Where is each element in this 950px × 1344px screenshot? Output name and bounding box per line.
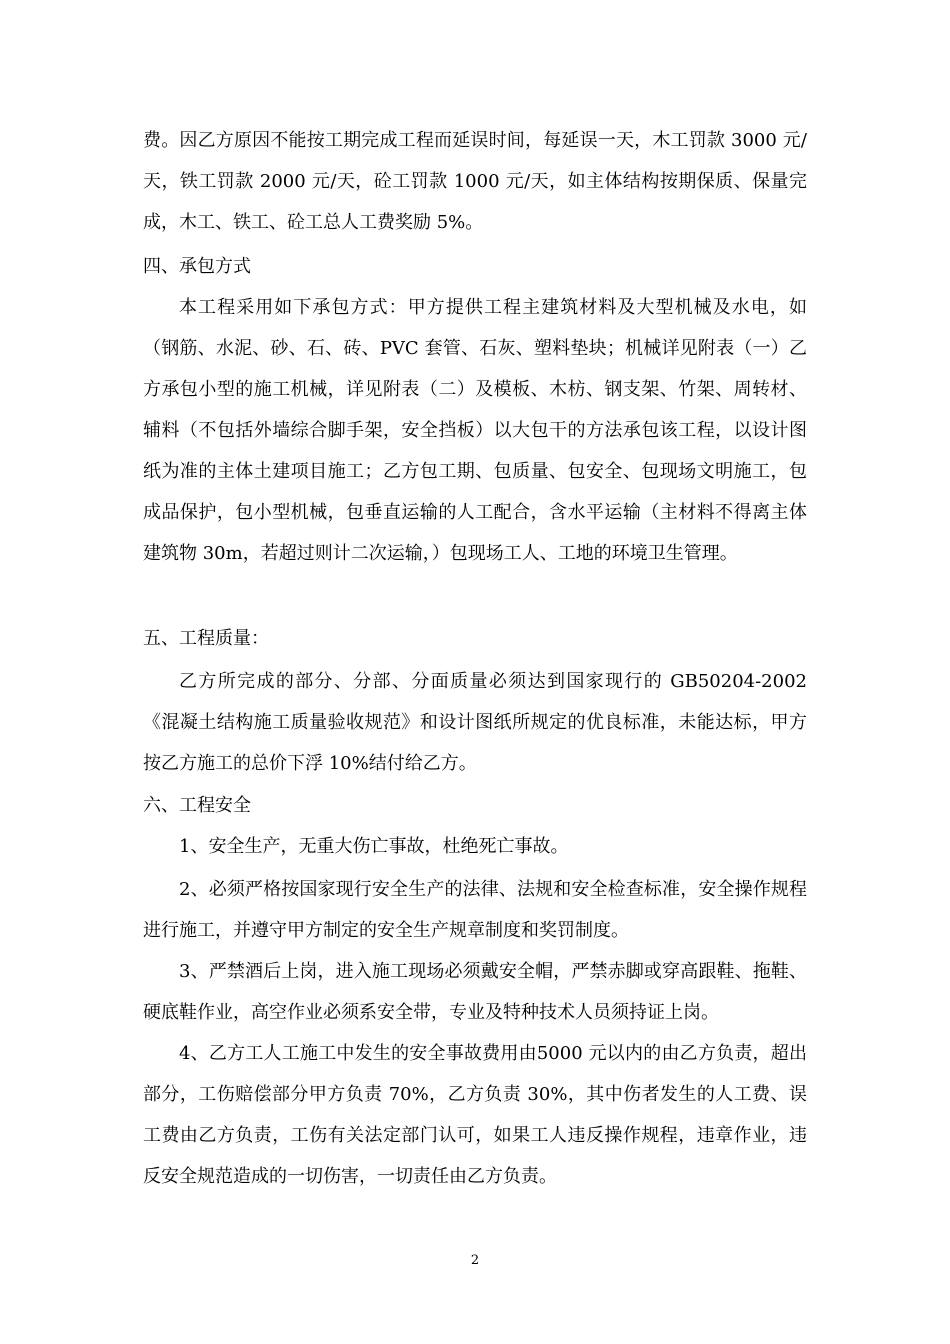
page-number: 2 xyxy=(470,1253,480,1268)
paragraph-quality: 乙方所完成的部分、分部、分面质量必须达到国家现行的 GB50204-2002《混凝土结构施工质量验收规范》和设计图纸所规定的优良标准，未能达标，甲方按乙方施工的总价下浮 10%结付给乙方。 xyxy=(143,671,807,774)
safety-item-1: 1、安全生产，无重大伤亡事故，杜绝死亡事故。 xyxy=(179,836,569,857)
paragraph-penalty-clause: 费。因乙方原因不能按工期完成工程而延误时间，每延误一天，木工罚款 3000 元/天，铁工罚款 2000 元/天，砼工罚款 1000 元/天，如主体结构按期保质、保量完成，木工、铁工、砼工总人工费奖励 5%。 xyxy=(143,130,807,233)
safety-item-3: 3、严禁酒后上岗，进入施工现场必须戴安全帽，严禁赤脚或穿高跟鞋、拖鞋、硬底鞋作业，高空作业必须系安全带，专业及特种技术人员须持证上岗。 xyxy=(143,961,807,1023)
section-heading-contract-method: 四、承包方式 xyxy=(143,256,251,277)
safety-item-4: 4、乙方工人工施工中发生的安全事故费用由5000 元以内的由乙方负责，超出部分，工伤赔偿部分甲方负责 70%，乙方负责 30%，其中伤者发生的人工费、误工费由乙方负责，工伤有关法定部门认可，如果工人违反操作规程，违章作业，违反安全规范造成的一切伤害，一切责任由乙方负责。 xyxy=(143,1043,807,1187)
paragraph-contract-method: 本工程采用如下承包方式：甲方提供工程主建筑材料及大型机械及水电，如（钢筋、水泥、砂、石、砖、PVC 套管、石灰、塑料垫块；机械详见附表（一）乙方承包小型的施工机械，详见附表（二）及模板、木枋、钢支架、竹架、周转材、辅料（不包括外墙综合脚手架，安全挡板）以大包干的方法承包该工程，以设计图纸为准的主体土建项目施工；乙方包工期、包质量、包安全、包现场文明施工，包成品保护，包小型机械，包垂直运输的人工配合，含水平运输（主材料不得离主体建筑物 30m，若超过则计二次运输，）包现场工人、工地的环境卫生管理。 xyxy=(143,297,807,564)
section-heading-safety: 六、工程安全 xyxy=(143,795,251,816)
safety-item-2: 2、必须严格按国家现行安全生产的法律、法规和安全检查标准，安全操作规程进行施工，并遵守甲方制定的安全生产规章制度和奖罚制度。 xyxy=(143,879,807,941)
section-heading-quality: 五、工程质量： xyxy=(143,628,269,649)
